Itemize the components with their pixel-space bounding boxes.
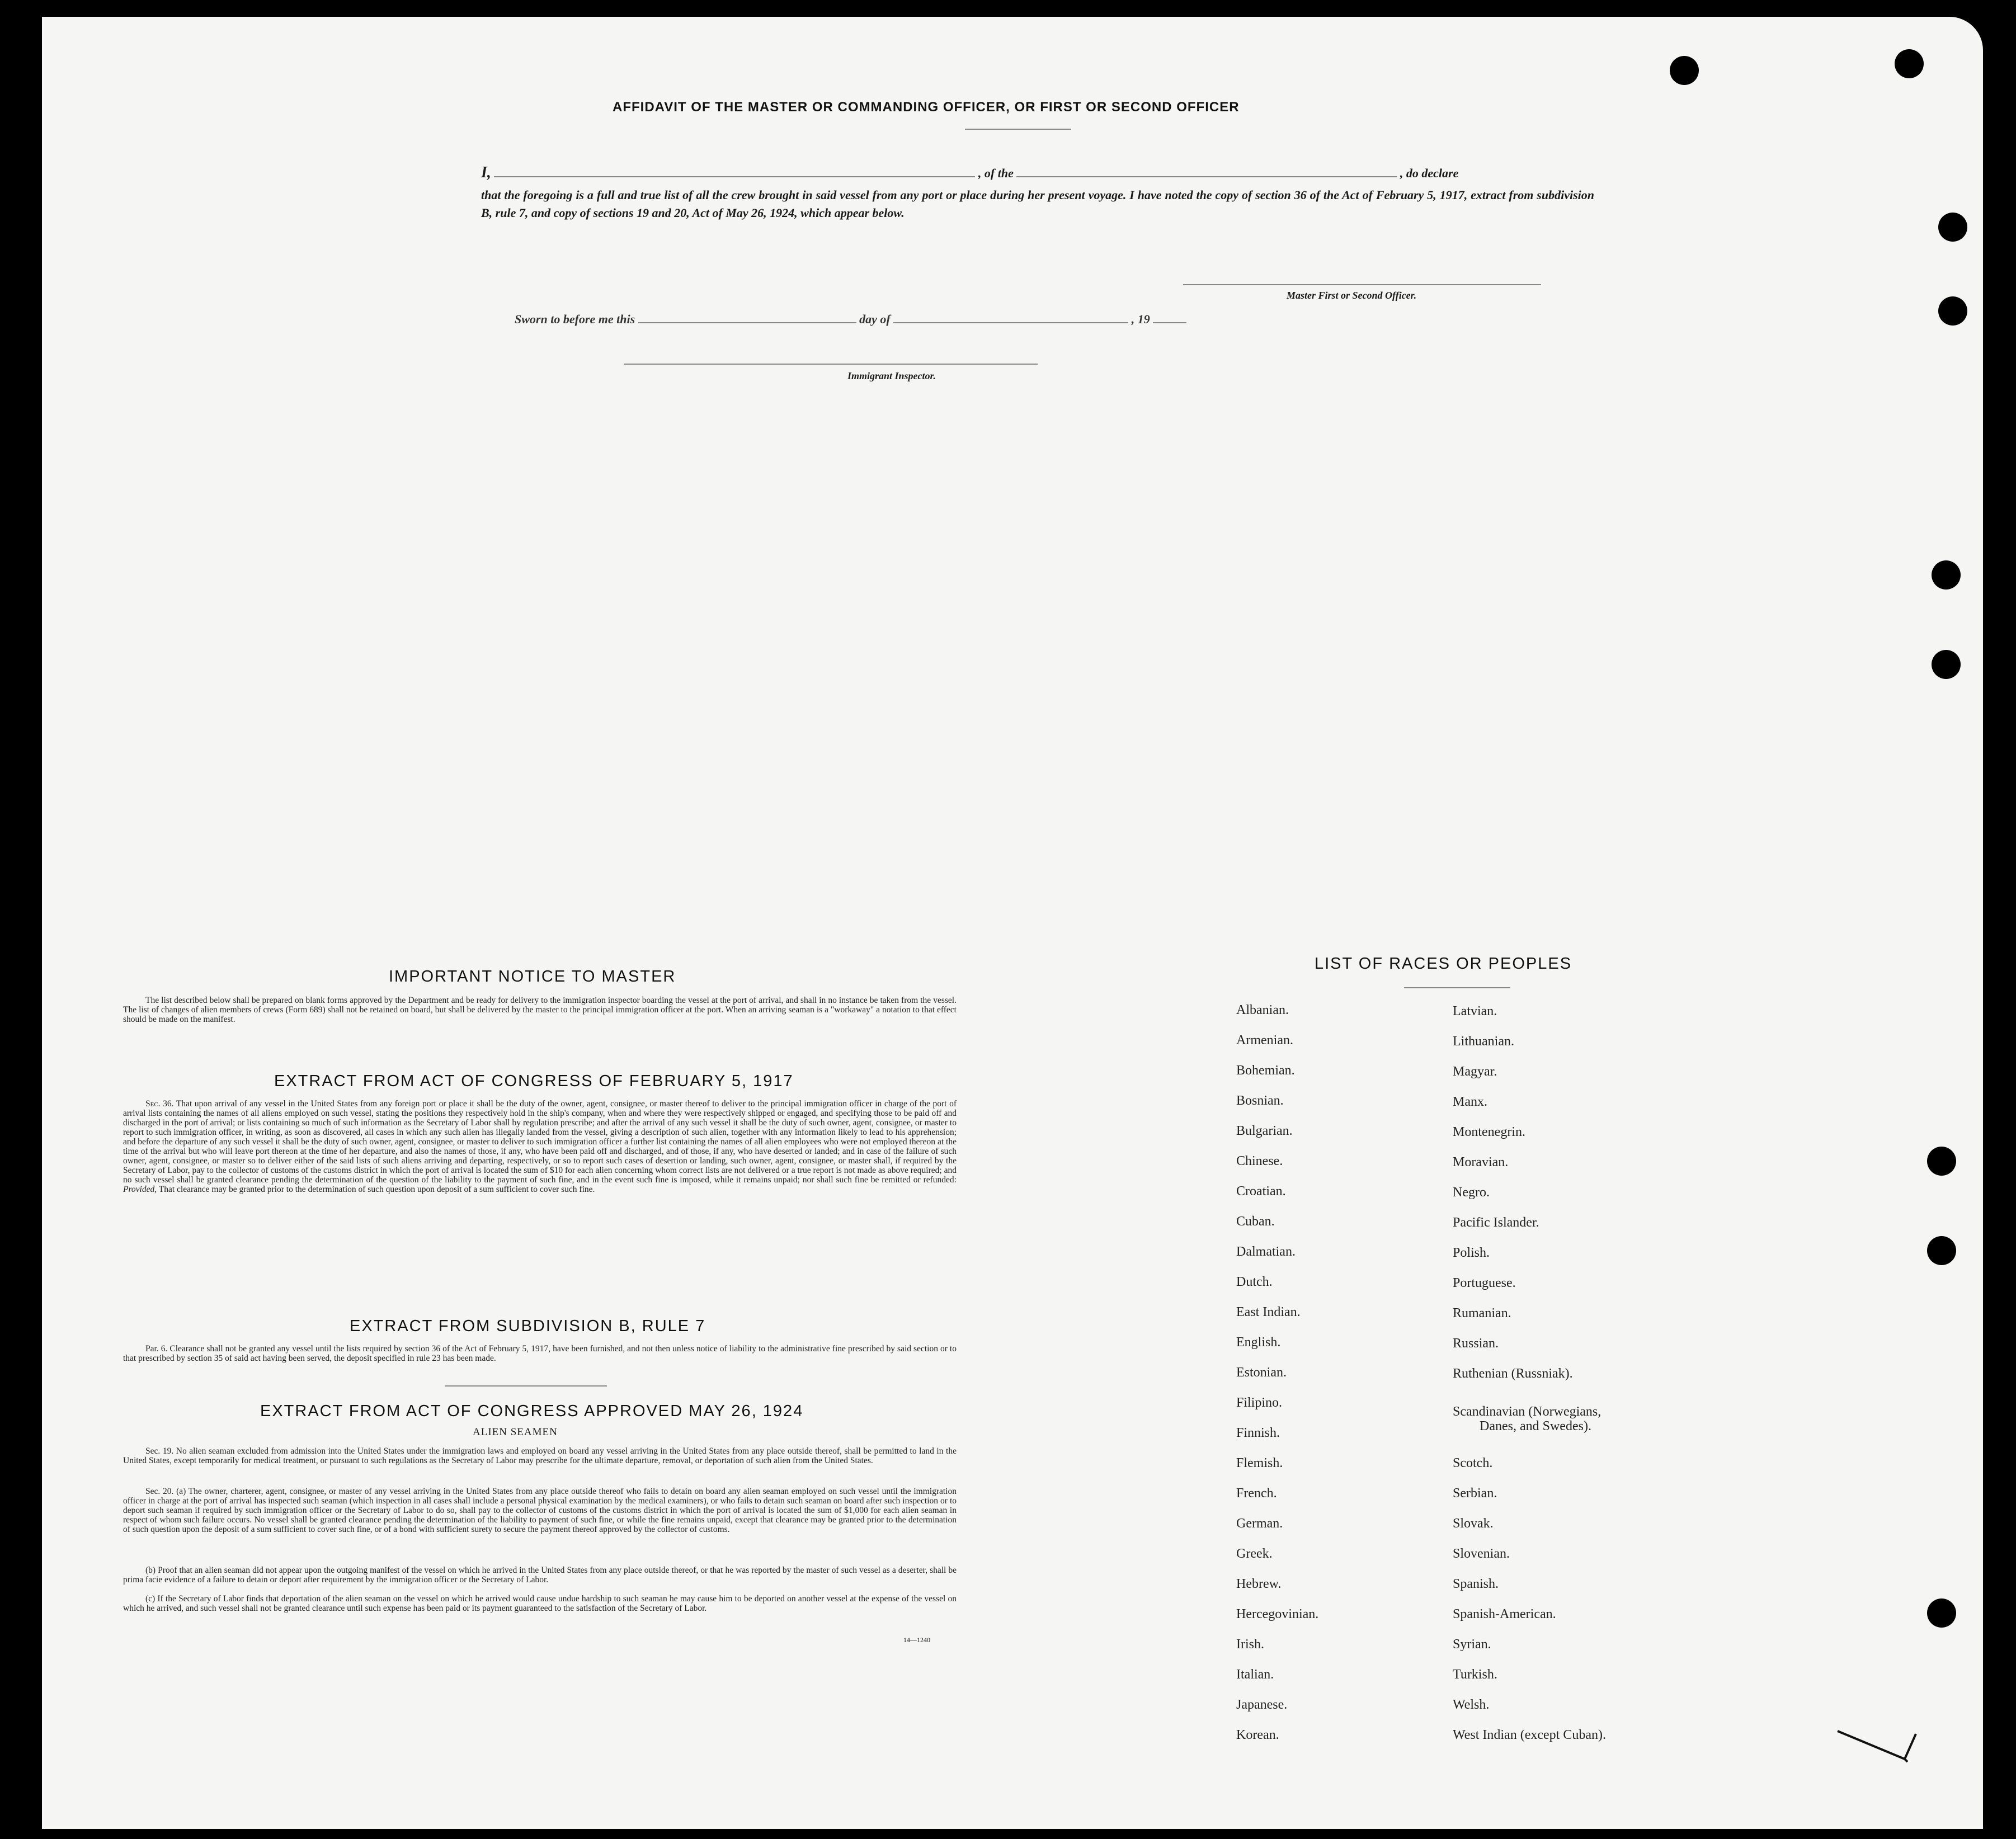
race-item: Montenegrin. xyxy=(1453,1125,1525,1139)
affidavit-body: that the foregoing is a full and true list of all the crew brought in said vessel from any port or place during her present voyage. I have noted the copy of section 36 of the Act of February 5, 1917, extract from subdivision B, rule 7, and copy of sections 19 and 20, Act of May 26, 1924, which appear below. xyxy=(481,188,1594,220)
section-36-end: That clearance may be granted prior to the determination of such question upon deposit of a sum sufficient to cover such fine. xyxy=(158,1185,595,1194)
punch-hole xyxy=(1927,1147,1956,1176)
section-20c-text: (c) If the Secretary of Labor finds that deportation of the alien seaman on the vessel on which he arrived would cause undue hardship to such seaman he may cause him to be deported on another vessel at the expense of the vessel on which he arrived, and such vessel shall not be granted clearance until such expense has been paid or its payment guaranteed to the satisfaction of the Secretary of Labor. xyxy=(123,1594,957,1613)
race-item: Russian. xyxy=(1453,1336,1499,1351)
race-item: Finnish. xyxy=(1236,1426,1280,1440)
race-item: Cuban. xyxy=(1236,1214,1275,1229)
document-page xyxy=(42,17,1983,1829)
rule7-text: Par. 6. Clearance shall not be granted any vessel until the lists required by section 36 of the Act of February 5, 1917, have been furnished, and not then unless notice of liability to the administrative fine prescribed by said section or to that prescribed by section 35 of said act having been served, the deposit specified in rule 23 has been made. xyxy=(123,1344,957,1363)
race-item: Manx. xyxy=(1453,1095,1487,1109)
race-item: West Indian (except Cuban). xyxy=(1453,1728,1606,1742)
race-item: Hebrew. xyxy=(1236,1577,1282,1591)
notice-title: IMPORTANT NOTICE TO MASTER xyxy=(389,968,676,985)
punch-hole xyxy=(1932,650,1961,679)
divider xyxy=(1404,987,1510,988)
race-item: Serbian. xyxy=(1453,1486,1497,1501)
affidavit-title: AFFIDAVIT OF THE MASTER OR COMMANDING OFFICER, OR FIRST OR SECOND OFFICER xyxy=(613,100,1240,115)
divider xyxy=(965,129,1071,130)
race-item: Turkish. xyxy=(1453,1667,1497,1682)
check-mark xyxy=(1832,1723,1921,1779)
act-1924-title: EXTRACT FROM ACT OF CONGRESS APPROVED MAY 26, 1924 xyxy=(260,1402,804,1420)
race-item: Armenian. xyxy=(1236,1033,1293,1048)
race-item: Japanese. xyxy=(1236,1697,1288,1712)
race-item: Slovenian. xyxy=(1453,1546,1510,1561)
race-item: East Indian. xyxy=(1236,1305,1301,1319)
race-item: Rumanian. xyxy=(1453,1306,1511,1321)
extract-1917-title: EXTRACT FROM ACT OF CONGRESS OF FEBRUARY 5, 1917 xyxy=(274,1072,794,1090)
race-item: Spanish. xyxy=(1453,1577,1499,1591)
race-item: Ruthenian (Russniak). xyxy=(1453,1366,1573,1381)
section-label: Sec. 36. xyxy=(145,1099,174,1109)
race-item: Croatian. xyxy=(1236,1184,1286,1199)
punch-hole xyxy=(1927,1598,1956,1628)
race-item: Greek. xyxy=(1236,1546,1273,1561)
signature-line xyxy=(1183,284,1541,285)
alien-seamen-subtitle: ALIEN SEAMEN xyxy=(473,1426,558,1438)
do-declare-label: , do declare xyxy=(1400,166,1459,180)
section-36-body: That upon arrival of any vessel in the United States from any foreign port or place it shall be the duty of the owner, agent, consignee, or master thereof to deliver to the principal immigration officer in charge of the port of arrival lists containing the names of all aliens employed on such vessel, stating the positions they respectively hold in the ship's company, when and where they were respectively shipped or engaged, and specifying those to be paid off and discharged in the port of arrival; or lists containing so much of such information as the Secretary of Labor shall by regulation prescribe; and after the arrival of any such vessel it shall be the duty of such owner, agent, consignee, or master to report to such immigration officer, in writing, as soon as discovered, all cases in which any such alien has illegally landed from the vessel, giving a description of such alien, together with any information likely to lead to his apprehension; and before the departure of any such vessel it shall be the duty of such owner, agent, consignee, or master to deliver to such immigration officer a further list containing the names of all alien employees who were not employed thereon at the time of the arrival but who will leave port thereon at the time of her departure, and also the names of those, if any, who have been paid off and discharged, and of those, if any, who have deserted or landed; and in case of the failure of such owner, agent, consignee, or master so to deliver either of the said lists of such aliens arriving and departing, respectively, or so to report such cases of desertion or landing, such owner, agent, consignee, or master shall, if required by the Secretary of Labor, pay to the collector of customs of the customs district in which the port of arrival is located the sum of $10 for each alien concerning whom correct lists are not delivered or a true report is not made as above required; and no such vessel shall be granted clearance pending the determination of the question of the liability to the payment of such fine, and in the event such fine is imposed, while it remains unpaid; nor shall such fine be remitted or refunded: xyxy=(123,1099,957,1185)
affidavit-declaration-line xyxy=(481,164,1600,182)
race-item: Negro. xyxy=(1453,1185,1490,1200)
rule7-title: EXTRACT FROM SUBDIVISION B, RULE 7 xyxy=(350,1317,706,1335)
punch-hole xyxy=(1895,49,1924,78)
race-item: Latvian. xyxy=(1453,1004,1497,1018)
race-item: Slovak. xyxy=(1453,1516,1494,1531)
race-item: Flemish. xyxy=(1236,1456,1283,1470)
provided-label: Provided, xyxy=(123,1185,157,1194)
inspector-line xyxy=(624,364,1038,365)
race-item: Korean. xyxy=(1236,1728,1279,1742)
race-item: Bohemian. xyxy=(1236,1063,1295,1078)
divider xyxy=(445,1385,607,1387)
race-item: Portuguese. xyxy=(1453,1276,1516,1290)
race-item: Welsh. xyxy=(1453,1697,1490,1712)
race-item: Dutch. xyxy=(1236,1275,1273,1289)
punch-hole xyxy=(1938,296,1967,326)
pronoun: I, xyxy=(481,164,491,181)
punch-hole xyxy=(1932,560,1961,590)
race-item: Danes, and Swedes). xyxy=(1480,1419,1591,1434)
day-of-label: day of xyxy=(859,312,891,326)
sworn-line xyxy=(515,312,1186,327)
race-item: Albanian. xyxy=(1236,1003,1289,1017)
race-item: Bulgarian. xyxy=(1236,1124,1293,1138)
year-blank xyxy=(1153,322,1186,323)
race-item: Irish. xyxy=(1236,1637,1264,1652)
races-title: LIST OF RACES OR PEOPLES xyxy=(1315,955,1572,973)
punch-hole xyxy=(1938,213,1967,242)
year-label: , 19 xyxy=(1131,312,1150,326)
race-item: Dalmatian. xyxy=(1236,1244,1296,1259)
race-item: Pacific Islander. xyxy=(1453,1215,1539,1230)
punch-hole xyxy=(1927,1236,1956,1265)
race-item: Scotch. xyxy=(1453,1456,1493,1470)
race-item: Italian. xyxy=(1236,1667,1274,1682)
vessel-blank xyxy=(1016,176,1397,177)
extract-1917-text xyxy=(123,1099,957,1194)
name-blank xyxy=(494,176,975,177)
punch-hole xyxy=(1670,56,1699,85)
race-item: Estonian. xyxy=(1236,1365,1287,1380)
race-item: Polish. xyxy=(1453,1246,1490,1260)
race-item: Filipino. xyxy=(1236,1395,1283,1410)
race-item: French. xyxy=(1236,1486,1277,1501)
race-item: Spanish-American. xyxy=(1453,1607,1556,1621)
sworn-day-blank xyxy=(638,322,856,323)
sworn-label: Sworn to before me this xyxy=(515,312,635,326)
race-item: Hercegovinian. xyxy=(1236,1607,1319,1621)
race-item: Chinese. xyxy=(1236,1154,1283,1168)
race-item: Syrian. xyxy=(1453,1637,1491,1652)
notice-text: The list described below shall be prepared on blank forms approved by the Department and be ready for delivery to the immigration inspector boarding the vessel at the port of arrival, and shall in no instance be taken from the vessel. The list of changes of alien members of crews (Form 689) shall not be retained on board, but shall be delivered by the master to the principal immigration officer at the port. When an arriving seaman is a "workaway" a notation to that effect should be made on the manifest. xyxy=(123,996,957,1024)
form-number: 14—1240 xyxy=(903,1636,930,1644)
section-20b-text: (b) Proof that an alien seaman did not appear upon the outgoing manifest of the vessel on which he arrived in the United States from any place outside thereof, or that he was reported by the master of such vessel as a deserter, shall be prima facie evidence of a failure to detain or deport after requirement by the immigration officer or the Secretary of Labor. xyxy=(123,1565,957,1585)
signature-label: Master First or Second Officer. xyxy=(1287,290,1417,301)
race-item: English. xyxy=(1236,1335,1281,1350)
race-item: German. xyxy=(1236,1516,1283,1531)
race-item: Lithuanian. xyxy=(1453,1034,1514,1049)
race-item: Moravian. xyxy=(1453,1155,1509,1170)
of-the-label: , of the xyxy=(978,166,1014,180)
race-item: Bosnian. xyxy=(1236,1093,1284,1108)
race-item: Scandinavian (Norwegians, xyxy=(1453,1404,1602,1419)
month-blank xyxy=(893,322,1128,323)
race-item: Magyar. xyxy=(1453,1064,1497,1079)
inspector-label: Immigrant Inspector. xyxy=(847,370,936,381)
section-19-text: Sec. 19. No alien seaman excluded from admission into the United States under the immigration laws and employed on board any vessel arriving in the United States from any place outside thereof, shall be permitted to land in the United States, except temporarily for medical treatment, or pursuant to such regulations as the Secretary of Labor may prescribe for the ultimate departure, removal, or deportation of such alien from the United States. xyxy=(123,1446,957,1465)
section-20a-text: Sec. 20. (a) The owner, charterer, agent, consignee, or master of any vessel arriving in the United States from any place outside thereof who fails to detain on board any alien seaman employed on such vessel until the immigration officer in charge at the port of arrival has inspected such seaman (which inspection in all cases shall include a personal physical examination by the medical examiners), or who fails to detain such seaman on board after such inspection or to deport such seaman if required by such immigration officer or the Secretary of Labor to do so, shall pay to the collector of customs of the customs district in which the port of arrival is located the sum of $1,000 for each alien seaman in respect of whom such failure occurs. No vessel shall be granted clearance pending the determination of the liability to payment of such fine, or while the fine remains unpaid, except that clearance may be granted prior to the determination of such question upon the deposit of a sum sufficient to cover such fine, or of a bond with sufficient surety to secure the payment thereof approved by the collector of customs. xyxy=(123,1487,957,1534)
